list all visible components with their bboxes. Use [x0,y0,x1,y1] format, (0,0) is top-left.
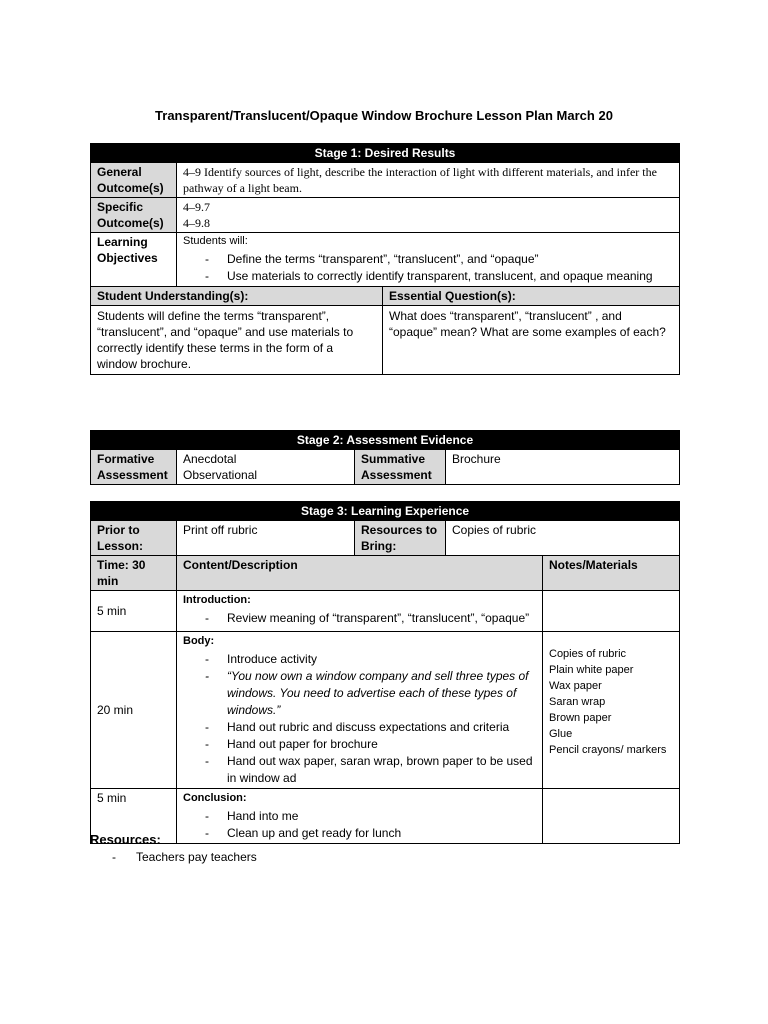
essential-question-text: What does “transparent”, “translucent” , and “opaque” mean? What are some examples of each? [383,306,680,375]
general-outcome-label: General Outcome(s) [91,163,177,198]
body-time: 20 min [91,632,177,789]
introduction-time: 5 min [91,591,177,632]
stage3-header: Stage 3: Learning Experience [91,502,680,521]
list-item: - “You now own a window company and sell three types of windows. You need to advertise each of these types of windows.” [199,668,536,719]
note-item: Copies of rubric [549,648,627,660]
body-heading: Body: [183,635,215,647]
resource-item: - Teachers pay teachers [112,850,257,864]
note-item: Glue [549,728,573,740]
list-item: - Hand out rubric and discuss expectations and criteria [199,719,536,736]
general-outcome-text: 4–9 Identify sources of light, describe the interaction of light with different materials, and infer the pathway of a light beam. [177,163,680,198]
formative-item: Observational [183,468,258,482]
resources-list [112,850,257,864]
resources-to-bring-text: Copies of rubric [446,521,680,556]
note-item: Brown paper [549,712,612,724]
stage3-table [90,501,680,844]
body-content [177,632,543,789]
objective-item: - Define the terms “transparent”, “translucent”, and “opaque” [199,251,673,268]
list-item: - Hand out wax paper, saran wrap, brown paper to be used in window ad [199,753,536,787]
introduction-list [183,610,536,627]
note-item: Plain white paper [549,664,634,676]
list-item: - Hand out paper for brochure [199,736,536,753]
note-item: Saran wrap [549,696,606,708]
resources-title: Resources: [90,832,161,847]
content-description-label: Content/Description [177,556,543,591]
prior-to-lesson-label: Prior to Lesson: [91,521,177,556]
specific-outcome-2: 4–9.8 [183,216,210,230]
conclusion-row [91,789,680,844]
conclusion-heading: Conclusion: [183,792,247,804]
stage2-header: Stage 2: Assessment Evidence [91,431,680,450]
formative-assessment-label: Formative Assessment [91,450,177,485]
time-label: Time: 30 min [91,556,177,591]
page-title: Transparent/Translucent/Opaque Window Brochure Lesson Plan March 20 [155,108,613,123]
student-understanding-text: Students will define the terms “transparent”, “translucent”, and “opaque” and use materials to correctly identify these terms in the form of a window brochure. [91,306,383,375]
summative-assessment-label: Summative Assessment [355,450,446,485]
list-item: - Introduce activity [199,651,536,668]
objective-item: - Use materials to correctly identify transparent, translucent, and opaque meaning [199,268,673,285]
essential-question-label: Essential Question(s): [383,287,680,306]
introduction-content [177,591,543,632]
resources-to-bring-label: Resources to Bring: [355,521,446,556]
stage2-table [90,430,680,485]
objectives-list [183,251,673,285]
prior-to-lesson-text: Print off rubric [177,521,355,556]
introduction-heading: Introduction: [183,594,251,606]
list-item: - Clean up and get ready for lunch [199,825,536,842]
student-understanding-label: Student Understanding(s): [91,287,383,306]
introduction-row [91,591,680,632]
list-item: - Hand into me [199,808,536,825]
conclusion-list [183,808,536,842]
body-notes [543,632,680,789]
stage1-table [90,143,680,375]
note-item: Wax paper [549,680,602,692]
body-row [91,632,680,789]
summative-assessment-text: Brochure [446,450,680,485]
notes-materials-label: Notes/Materials [543,556,680,591]
body-list [183,651,536,787]
specific-outcome-cell [177,198,680,233]
objectives-intro: Students will: [183,235,248,247]
specific-outcome-1: 4–9.7 [183,200,210,214]
learning-objectives-cell [177,233,680,287]
introduction-notes [543,591,680,632]
formative-item: Anecdotal [183,452,237,466]
specific-outcome-label: Specific Outcome(s) [91,198,177,233]
list-item: - Review meaning of “transparent”, “translucent”, “opaque” [199,610,536,627]
note-item: Pencil crayons/ markers [549,744,667,756]
stage1-header: Stage 1: Desired Results [91,144,680,163]
conclusion-content [177,789,543,844]
conclusion-notes [543,789,680,844]
learning-objectives-label: Learning Objectives [91,233,177,287]
formative-assessment-cell [177,450,355,485]
conclusion-time: 5 min [91,789,177,844]
